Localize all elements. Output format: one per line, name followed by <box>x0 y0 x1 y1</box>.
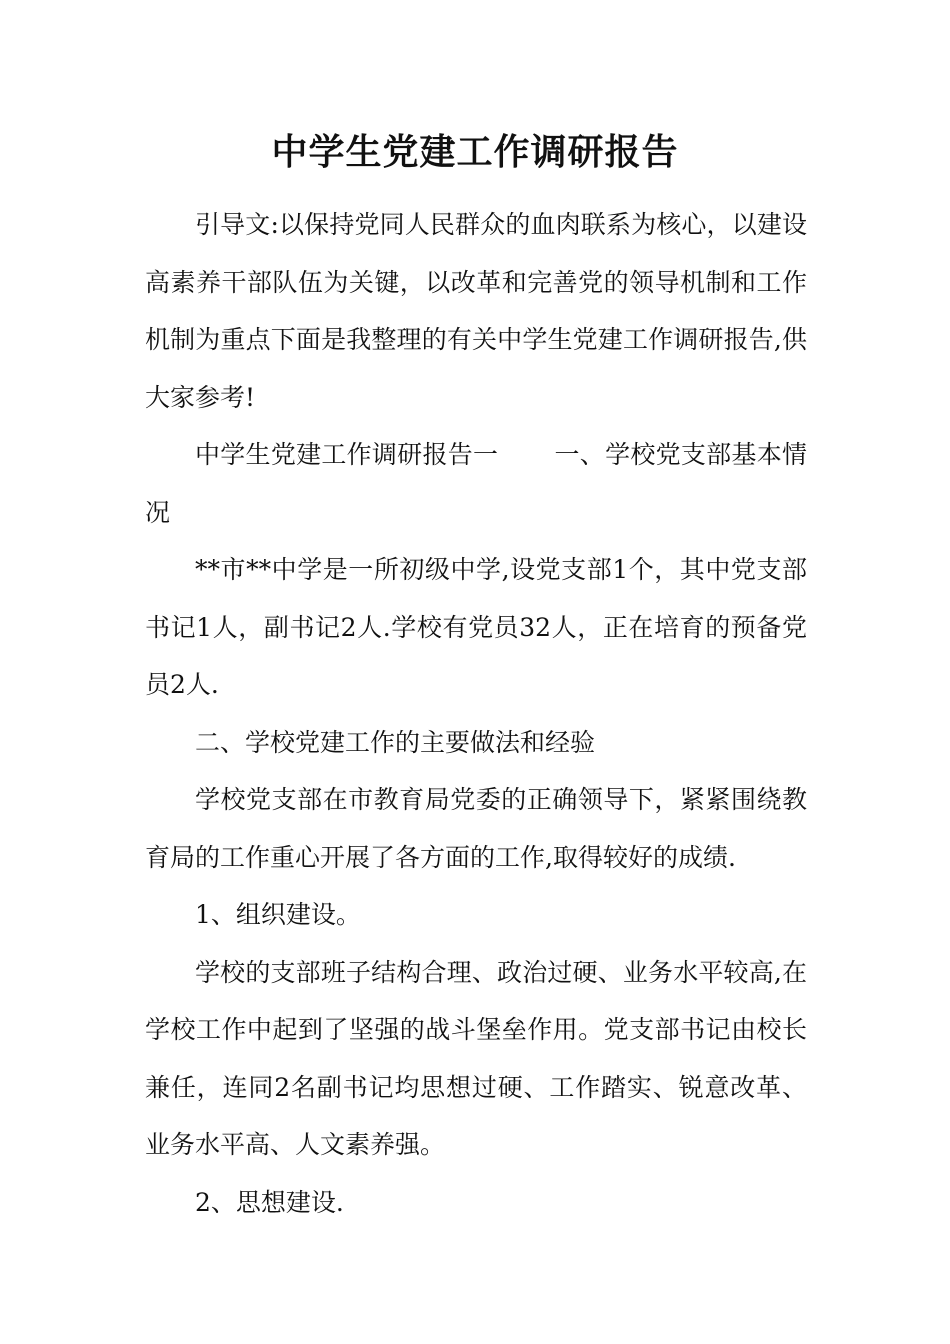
intro-paragraph: 引导文:以保持党同人民群众的血肉联系为核心，以建设高素养干部队伍为关键，以改革和完善党的领导机制和工作机制为重点下面是我整理的有关中学生党建工作调研报告,供大家参考! <box>145 210 807 412</box>
party-branch-paragraph: 学校党支部在市教育局党委的正确领导下，紧紧围绕教育局的工作重心开展了各方面的工作,取得较好的成绩. <box>145 785 807 872</box>
document-title: 中学生党建工作调研报告 <box>271 131 679 173</box>
document-body <box>145 196 807 1231</box>
school-info-paragraph: **市**中学是一所初级中学,设党支部1个，其中党支部书记1人，副书记2人.学校有党员32人，正在培育的预备党员2人. <box>145 555 807 699</box>
section-heading-paragraph <box>145 426 807 541</box>
section-title: 一、学校党支部基本情况 <box>145 440 807 527</box>
section-two-heading: 二、学校党建工作的主要做法和经验 <box>195 727 596 757</box>
organization-paragraph: 学校的支部班子结构合理、政治过硬、业务水平较高,在学校工作中起到了坚强的战斗堡垒作用。党支部书记由校长兼任，连同2名副书记均思想过硬、工作踏实、锐意改革、业务水平高、人文素养强。 <box>145 957 807 1159</box>
organization-heading: 1、组织建设。 <box>195 900 361 929</box>
report-subtitle: 中学生党建工作调研报告一 <box>195 440 499 469</box>
ideology-heading: 2、思想建设. <box>195 1187 344 1217</box>
